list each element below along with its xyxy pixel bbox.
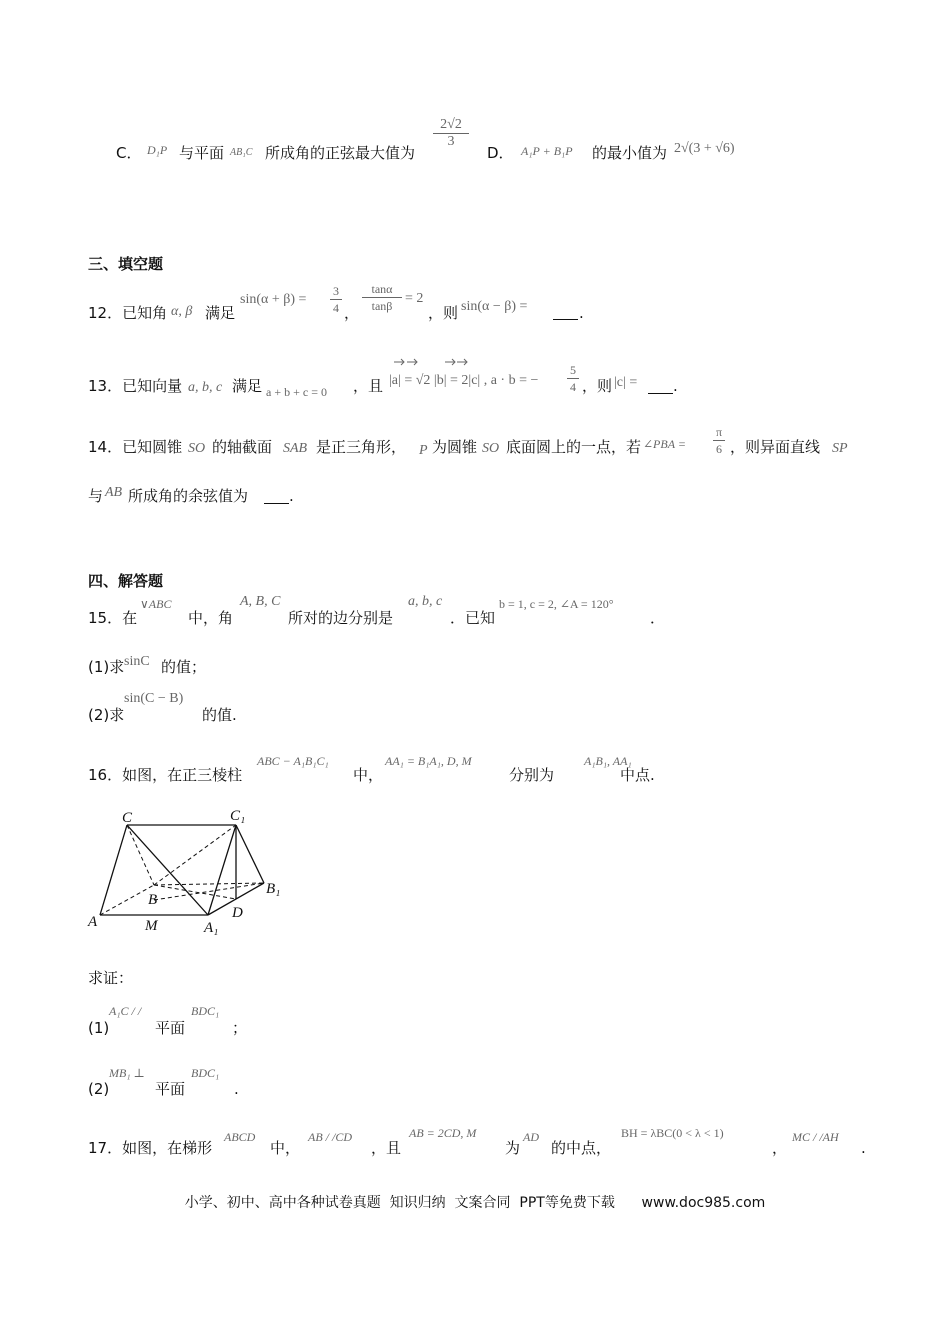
q12-fraction-1-denominator: 4: [333, 301, 339, 315]
edge-c1-b1: [236, 825, 264, 883]
q13-math-2: a + b + c = 0: [266, 385, 327, 399]
edge-c-b: [127, 825, 154, 885]
q13-text-4: .: [673, 377, 678, 395]
q15-text-3: ．已知: [450, 609, 496, 627]
q13-fraction-numerator: 5: [570, 363, 576, 377]
q12-fraction-2-bar: [362, 297, 402, 298]
q12-fraction-1-bar: [330, 299, 342, 300]
edge-c-a1: [127, 825, 208, 915]
q14-text-2: 是正三角形，: [316, 438, 407, 456]
q15-math-2: A, B, C: [240, 594, 281, 609]
q17-math-3: AB = 2CD, M: [409, 1126, 477, 1140]
q12-math-1: α, β: [171, 304, 193, 319]
q16-math-2: AA₁ = B₁A₁, D, M: [385, 754, 472, 768]
q17-text-2: ，且: [371, 1139, 402, 1157]
q17-math-6: MC / /AH: [792, 1130, 839, 1144]
q16-part-1-math-2: BDC₁: [191, 1004, 220, 1018]
q16-text-3: 中点.: [620, 766, 655, 784]
q15-part-2-text: 的值.: [202, 706, 237, 724]
q13-fraction-bar: [567, 378, 579, 379]
edge-b-d: [154, 885, 236, 899]
q12-fraction-1: [330, 284, 342, 315]
option-c-math-2: AB₁C: [230, 147, 253, 158]
label-d: D: [232, 905, 243, 921]
q16-math-1: ABC − A₁B₁C₁: [257, 754, 329, 768]
q14-fraction-denominator: 6: [716, 442, 722, 456]
q15-part-1-label: (1)求: [88, 658, 125, 676]
q12-number: 12．已知角: [88, 304, 168, 322]
page-footer: 小学、初中、高中各种试卷真题 知识归纳 文案合同 PPT等免费下载 www.doc985.com: [184, 1195, 766, 1211]
q17-math-4: AD: [523, 1130, 539, 1144]
edge-m-b1: [154, 883, 264, 900]
option-c-fraction: [433, 118, 469, 149]
q15-text-4: ．: [650, 609, 666, 627]
q14-math-4: SO: [482, 441, 500, 456]
q12-text-2: ，: [344, 304, 360, 322]
q17-text-4: 的中点，: [551, 1139, 612, 1157]
q14-text-1: 的轴截面: [212, 438, 273, 456]
q16-part-1-label: (1): [88, 1019, 110, 1037]
q14-line2-text-1: 与: [88, 487, 104, 505]
q12-text-3: ，则: [428, 304, 459, 322]
q16-text-2: 分别为: [509, 766, 555, 784]
q17-math-2: AB / /CD: [308, 1130, 352, 1144]
section-4-heading: 四、解答题: [88, 572, 164, 590]
edge-b-b1: [154, 883, 264, 885]
q13-math-4: |c| =: [614, 375, 638, 390]
q13-math-3: |a| = √2 |b| = 2|c| , a · b = −: [389, 373, 539, 388]
q17-text-3: 为: [505, 1139, 521, 1157]
q16-part-2-text: 平面: [155, 1080, 186, 1098]
option-c-fraction-denominator: 3: [447, 134, 455, 149]
edge-c-a: [100, 825, 127, 915]
q15-part-2-math: sin(C − B): [124, 691, 184, 706]
q14-line2-text-3: .: [289, 487, 294, 505]
q12-fraction-1-numerator: 3: [333, 284, 339, 298]
q15-math-3: a, b, c: [408, 594, 443, 609]
label-m: M: [145, 918, 158, 934]
q16-part-2-label: (2): [88, 1080, 110, 1098]
q13-fraction: [567, 363, 579, 394]
q14-line2-math-1: AB: [105, 485, 123, 500]
q14-text-5: ，则异面直线: [730, 438, 821, 456]
q16-part-1-math: A₁C / /: [109, 1004, 142, 1018]
label-b1: B₁: [266, 881, 281, 897]
q13-fraction-denominator: 4: [570, 380, 576, 394]
q14-number: 14．已知圆锥: [88, 438, 183, 456]
q14-fraction-numerator: π: [715, 425, 723, 439]
q13-text-1: 满足: [232, 377, 263, 395]
q15-part-1-text: 的值；: [161, 658, 207, 676]
option-d-letter: D．: [487, 144, 514, 162]
q12-answer-blank: [553, 305, 578, 320]
q14-text-3: 为圆锥: [432, 438, 478, 456]
q15-part-1-math: sinC: [124, 654, 150, 669]
q17-text-1: 中，: [270, 1139, 301, 1157]
q14-text-4: 底面圆上的一点，若: [506, 438, 642, 456]
q13-number: 13．已知向量: [88, 377, 183, 395]
option-c-text-1: 与平面: [179, 144, 225, 162]
q13-text-2: ，且: [353, 377, 384, 395]
q15-text-2: 所对的边分别是: [288, 609, 394, 627]
q14-answer-blank: [264, 489, 289, 504]
option-d-math-2: 2√(3 + √6): [674, 141, 735, 156]
q14-math-1: SO: [188, 441, 206, 456]
q15-text-1: 中，角: [188, 609, 234, 627]
label-a: A: [88, 914, 98, 930]
q16-part-2-end: .: [234, 1080, 239, 1098]
q16-math-3: A₁B₁, AA₁: [584, 754, 632, 768]
option-d-text-1: 的最小值为: [592, 144, 668, 162]
q16-part-2-math: MB₁ ⊥: [109, 1066, 145, 1080]
q16-prism-figure: [84, 800, 294, 940]
label-a1: A₁: [204, 920, 219, 936]
q14-math-3: P: [419, 443, 428, 458]
option-c-text-2: 所成角的正弦最大值为: [265, 144, 416, 162]
edge-b-c1: [154, 825, 236, 885]
q14-line2-text-2: 所成角的余弦值为: [128, 487, 249, 505]
q17-text-6: .: [861, 1139, 866, 1157]
q12-math-4: sin(α − β) =: [461, 299, 528, 314]
q16-number: 16．如图，在正三棱柱: [88, 766, 243, 784]
q16-part-1-text: 平面: [155, 1019, 186, 1037]
q14-fraction-bar: [713, 440, 725, 441]
q17-math-5: BH = λBC(0 < λ < 1): [621, 1126, 724, 1140]
q14-math-5: ∠PBA =: [643, 437, 686, 451]
option-c-math-1: D₁P: [147, 143, 168, 157]
q14-math-2: SAB: [283, 441, 308, 456]
q12-fraction-2-numerator: tanα: [371, 282, 393, 296]
q16-prove-label: 求证：: [88, 969, 134, 987]
q15-math-4: b = 1, c = 2, ∠A = 120°: [499, 597, 614, 611]
q16-part-2-math-2: BDC₁: [191, 1066, 220, 1080]
q14-fraction: [713, 425, 725, 456]
option-d-math-1: A₁P + B₁P: [521, 144, 573, 158]
label-b: B: [148, 892, 158, 908]
q16-text-1: 中，: [353, 766, 384, 784]
q17-number: 17．如图，在梯形: [88, 1139, 213, 1157]
option-c-fraction-numerator: 2√2: [440, 117, 462, 132]
q13-text-3: ，则: [582, 377, 613, 395]
q13-math-1: a, b, c: [188, 380, 223, 395]
q17-text-5: ，: [772, 1139, 788, 1157]
q14-math-6: SP: [832, 441, 848, 456]
q13-vector-arrows: [393, 358, 473, 366]
q16-part-1-end: ；: [232, 1019, 248, 1037]
option-c-letter: C．: [116, 144, 142, 162]
q13-answer-blank: [648, 379, 673, 394]
label-c1: C₁: [230, 808, 246, 824]
section-3-heading: 三、填空题: [88, 255, 164, 273]
q12-math-3: = 2: [405, 291, 424, 306]
q12-text-1: 满足: [205, 304, 236, 322]
q17-math-1: ABCD: [224, 1130, 256, 1144]
q12-text-4: .: [579, 304, 584, 322]
q15-part-2-label: (2)求: [88, 706, 125, 724]
q12-math-2: sin(α + β) =: [240, 292, 307, 307]
q15-math-1: ∨ABC: [140, 597, 172, 611]
q12-fraction-2-denominator: tanβ: [371, 299, 393, 313]
q12-fraction-2: [362, 282, 402, 313]
q15-number: 15．在: [88, 609, 138, 627]
label-c: C: [122, 810, 133, 826]
